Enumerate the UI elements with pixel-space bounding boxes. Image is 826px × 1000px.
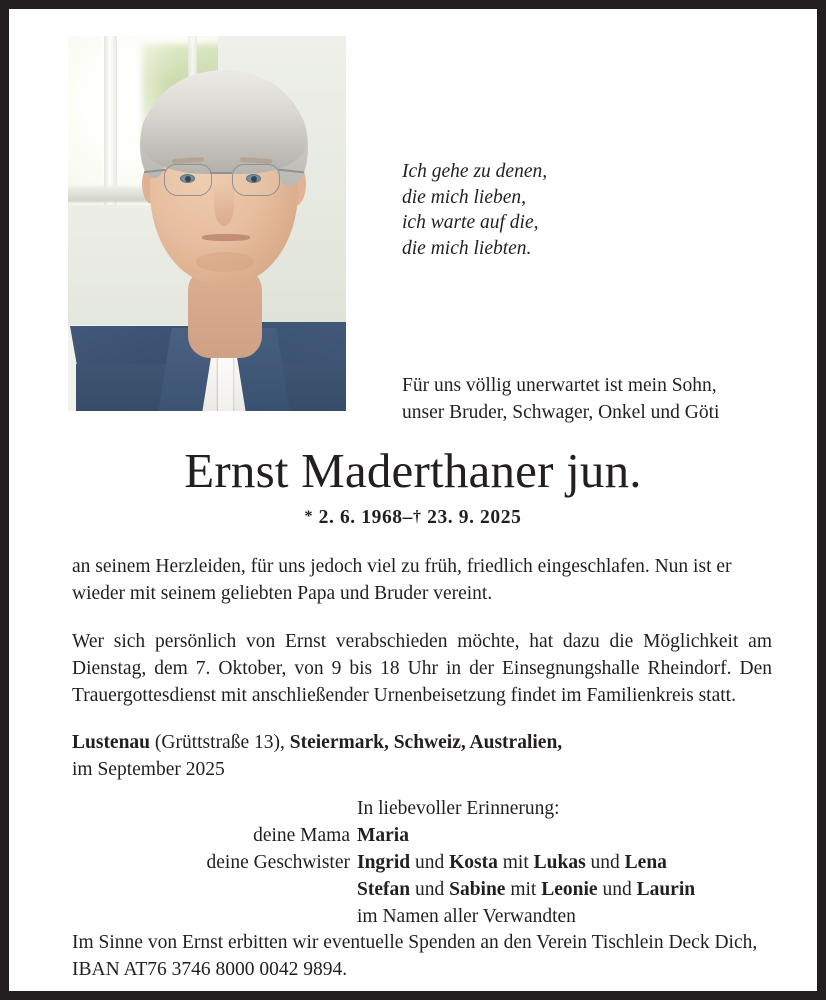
death-date: 23. 9. 2025 bbox=[427, 507, 522, 528]
family-label bbox=[72, 876, 357, 903]
paragraph-funeral-arrangements: Wer sich persönlich von Ernst verabschieden möchte, hat dazu die Möglichkeit am Dienstag, dem 7. Oktober, von 9 bis 18 Uhr in der Einsegnungshalle Rheindorf. Den Trauergottesdienst mit anschließender Urnenbeisetzung findet im Familienkreis statt. bbox=[72, 631, 772, 706]
portrait-photo bbox=[68, 36, 346, 411]
family-member-name: Sabine bbox=[449, 879, 506, 900]
family-names bbox=[357, 876, 772, 903]
place-town: Lustenau bbox=[72, 732, 151, 753]
family-member-name: Leonie bbox=[541, 879, 598, 900]
place-and-date bbox=[72, 729, 772, 783]
photo-glasses-lens-right bbox=[232, 164, 280, 196]
photo-glasses-lens-left bbox=[164, 164, 212, 196]
family-footer: im Namen aller Verwandten bbox=[357, 906, 576, 927]
place-date: im September 2025 bbox=[72, 759, 225, 780]
family-names bbox=[357, 822, 772, 849]
born-symbol: * bbox=[304, 508, 314, 525]
died-symbol: † bbox=[413, 508, 422, 525]
memorial-verse bbox=[402, 159, 772, 261]
family-heading: In liebevoller Erinnerung: bbox=[357, 798, 560, 819]
verse-line: die mich lieben, bbox=[402, 186, 526, 208]
family-conjunction: mit bbox=[510, 879, 537, 900]
place-regions: Steiermark, Schweiz, Australien, bbox=[289, 732, 563, 753]
family-conjunction: und bbox=[414, 852, 445, 873]
family-member-name: Maria bbox=[357, 825, 409, 846]
intro-text bbox=[402, 372, 780, 426]
family-conjunction: mit bbox=[502, 852, 529, 873]
intro-line: unser Bruder, Schwager, Onkel und Göti bbox=[402, 402, 720, 423]
photo-mouth bbox=[202, 234, 250, 241]
family-member-name: Ingrid bbox=[357, 852, 411, 873]
verse-line: die mich liebten. bbox=[402, 237, 532, 259]
life-dates bbox=[9, 507, 817, 529]
family-conjunction: und bbox=[590, 852, 620, 873]
place-line bbox=[72, 729, 772, 756]
date-separator: – bbox=[402, 507, 413, 528]
family-names bbox=[357, 849, 772, 876]
notice-page bbox=[9, 9, 817, 991]
family-member-name: Lukas bbox=[533, 852, 586, 873]
family-member-name: Laurin bbox=[636, 879, 696, 900]
family-member-name: Kosta bbox=[449, 852, 498, 873]
birth-date: 2. 6. 1968 bbox=[318, 507, 403, 528]
family-block bbox=[72, 795, 772, 930]
verse-line: Ich gehe zu denen, bbox=[402, 161, 548, 182]
family-label: deine Mama bbox=[253, 825, 350, 846]
family-row bbox=[72, 876, 772, 903]
photo-chin bbox=[196, 252, 254, 272]
paragraph-donations: Im Sinne von Ernst erbitten wir eventuelle Spenden an den Verein Tischlein Deck Dich, IBAN AT76 3746 8000 0042 9894. bbox=[72, 932, 758, 980]
place-address: (Grüttstraße 13), bbox=[154, 732, 285, 753]
family-member-name: Stefan bbox=[357, 879, 411, 900]
family-row bbox=[72, 822, 772, 849]
photo-glasses-bridge bbox=[210, 172, 232, 174]
verse-line: ich warte auf die, bbox=[402, 212, 539, 233]
family-conjunction: und bbox=[602, 879, 632, 900]
family-row bbox=[72, 849, 772, 876]
family-conjunction: und bbox=[414, 879, 445, 900]
paragraph-cause-of-death: an seinem Herzleiden, für uns jedoch viel zu früh, friedlich eingeschlafen. Nun ist er wieder mit seinem geliebten Papa und Bruder vereint. bbox=[72, 556, 732, 604]
family-label: deine Geschwister bbox=[206, 852, 350, 873]
family-member-name: Lena bbox=[624, 852, 667, 873]
intro-line: Für uns völlig unerwartet ist mein Sohn, bbox=[402, 375, 717, 396]
photo-nose bbox=[214, 184, 234, 226]
deceased-name: Ernst Maderthaner jun. bbox=[184, 443, 642, 498]
